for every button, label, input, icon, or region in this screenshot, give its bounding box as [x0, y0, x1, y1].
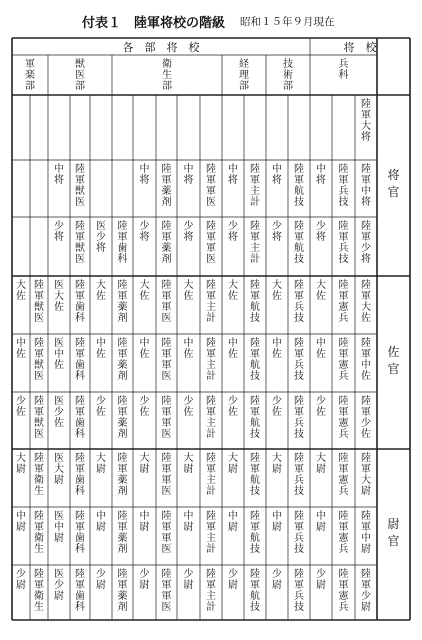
rank-cell-text: 陸 軍 航 技 — [250, 396, 260, 440]
rank-cell — [133, 280, 156, 332]
rank-cell — [244, 569, 266, 618]
rank-cell-text: 少 尉 — [183, 569, 194, 591]
rank-cell — [48, 569, 70, 618]
rank-cell — [332, 569, 355, 618]
rank-cell-text: 陸 軍 軍 医 — [161, 511, 172, 555]
table-date-note: 昭和１５年９月現在 — [240, 16, 335, 28]
rank-cell — [266, 338, 288, 390]
rank-cell-text: 陸 軍 薬 剤 — [161, 221, 172, 265]
rank-cell-text: 陸 軍 憲 兵 — [338, 453, 349, 497]
rank-cell — [222, 511, 244, 563]
rank-cell — [156, 221, 177, 274]
rank-cell — [12, 338, 30, 390]
rank-cell — [355, 511, 377, 563]
header-branch — [266, 59, 310, 95]
rank-cell-text: 大 佐 — [316, 280, 326, 302]
rank-cell-text: 大 佐 — [228, 280, 238, 302]
rank-cell-text: 陸 軍 薬 剤 — [117, 338, 128, 382]
rank-cell — [30, 396, 48, 447]
rank-cell-text: 陸 軍 主 計 — [206, 511, 216, 555]
rank-cell-text: 陸 軍 航 技 — [250, 453, 260, 497]
rank-cell-text: 中 佐 — [228, 338, 238, 360]
rank-cell-text: 少 将 — [183, 221, 194, 243]
rank-cell — [90, 221, 112, 274]
rank-cell — [12, 453, 30, 505]
rank-cell — [133, 164, 156, 215]
rank-cell — [156, 453, 177, 505]
rank-cell — [30, 511, 48, 563]
rank-cell-text: 陸 軍 薬 剤 — [161, 164, 172, 208]
rank-cell — [48, 164, 70, 215]
rank-cell — [288, 280, 310, 332]
rank-cell-text: 陸 軍 獣 医 — [34, 280, 44, 324]
rank-cell-text: 中 佐 — [272, 338, 282, 360]
rank-cell-text: 陸 軍 航 技 — [250, 511, 260, 555]
rank-cell-text: 少 尉 — [139, 569, 150, 591]
rank-cell-text: 陸 軍 歯 科 — [75, 453, 85, 497]
header-branch-text: 技 術 部 — [283, 59, 293, 92]
rank-cell — [112, 569, 133, 618]
rank-cell-text: 中 佐 — [316, 338, 326, 360]
rank-cell-text: 陸 軍 少 佐 — [361, 396, 371, 440]
rank-cell — [177, 453, 200, 505]
rank-cell — [244, 453, 266, 505]
rank-cell-text: 陸 軍 航 技 — [294, 164, 304, 208]
rank-cell-text: 大 尉 — [228, 453, 238, 475]
rank-cell — [133, 221, 156, 274]
rank-cell-text: 中 将 — [272, 164, 282, 186]
rank-cell — [12, 396, 30, 447]
rank-cell — [90, 396, 112, 447]
rank-cell-text: 陸 軍 中 将 — [361, 164, 371, 208]
rank-cell — [156, 569, 177, 618]
rank-cell — [156, 396, 177, 447]
header-branches-group: 各 部 将 校 — [122, 40, 200, 54]
rank-cell — [200, 453, 222, 505]
rank-cell-text: 陸 軍 主 計 — [206, 569, 216, 613]
rank-cell-text: 少 将 — [139, 221, 150, 243]
rank-cell — [200, 511, 222, 563]
rank-cell — [48, 396, 70, 447]
rank-cell — [288, 221, 310, 274]
rank-cell-text: 医 少 尉 — [54, 569, 64, 602]
rank-cell — [90, 569, 112, 618]
rank-cell-text: 少 佐 — [272, 396, 282, 418]
header-line-group: 将 校 — [343, 40, 377, 54]
rank-cell-text: 陸 軍 憲 兵 — [338, 569, 349, 613]
rank-cell-text: 陸 軍 兵 技 — [294, 338, 304, 382]
rank-cell-text: 陸 軍 歯 科 — [75, 569, 85, 613]
rank-cell-text: 大 佐 — [16, 280, 26, 302]
rank-cell — [310, 396, 332, 447]
header-branch-text: 軍 楽 部 — [25, 59, 35, 92]
rank-cell — [70, 569, 90, 618]
rank-cell — [30, 569, 48, 618]
rank-cell — [222, 396, 244, 447]
rank-cell-text: 少 将 — [228, 221, 238, 243]
rank-cell-text: 陸 軍 航 技 — [250, 569, 260, 613]
rank-cell-text: 中 尉 — [96, 511, 106, 533]
rank-cell-text: 少 佐 — [183, 396, 194, 418]
header-branch — [12, 59, 48, 95]
rank-cell — [48, 511, 70, 563]
rank-cell — [244, 221, 266, 274]
rank-cell-text: 医 大 佐 — [54, 280, 64, 313]
rank-cell-text: 大 尉 — [183, 453, 194, 475]
rank-cell-text: 大 佐 — [96, 280, 106, 302]
rank-cell — [332, 511, 355, 563]
rank-cell-text: 少 将 — [54, 221, 64, 243]
rank-cell-text: 陸 軍 主 計 — [206, 453, 216, 497]
rank-cell — [177, 511, 200, 563]
rank-cell — [112, 511, 133, 563]
rank-cell-text: 大 尉 — [96, 453, 106, 475]
rank-cell — [266, 511, 288, 563]
rank-cell — [70, 511, 90, 563]
header-branch — [112, 59, 222, 95]
rank-cell-text: 陸 軍 獣 医 — [34, 396, 44, 440]
rank-cell — [177, 221, 200, 274]
rank-cell-text: 中 尉 — [183, 511, 194, 533]
rank-cell-text: 陸 軍 兵 技 — [294, 569, 304, 613]
rank-cell-text: 陸 軍 中 尉 — [361, 511, 371, 555]
rank-cell-text: 陸 軍 憲 兵 — [338, 511, 349, 555]
rank-cell-text: 少 佐 — [96, 396, 106, 418]
rank-cell-text: 中 尉 — [316, 511, 326, 533]
rank-cell — [288, 338, 310, 390]
rank-cell-text: 陸 軍 憲 兵 — [338, 338, 349, 382]
rank-cell-text: 中 尉 — [228, 511, 238, 533]
rank-cell — [112, 338, 133, 390]
header-line-sub — [310, 59, 377, 95]
rank-cell-text: 大 尉 — [272, 453, 282, 475]
rank-cell-text: 陸 軍 獣 医 — [34, 338, 44, 382]
rank-cell-text: 陸 軍 主 計 — [206, 396, 216, 440]
rank-cell — [266, 280, 288, 332]
rank-cell-text: 陸 軍 航 技 — [294, 221, 304, 265]
rank-cell-text: 医 少 佐 — [54, 396, 64, 429]
rank-cell-text: 陸 軍 歯 科 — [75, 511, 85, 555]
rank-cell — [156, 280, 177, 332]
rank-cell-text: 陸 軍 大 尉 — [361, 453, 371, 497]
rank-cell-text: 陸 軍 薬 剤 — [117, 511, 128, 555]
rank-cell — [30, 280, 48, 332]
rank-cell-text: 陸 軍 薬 剤 — [117, 396, 128, 440]
rank-cell-text: 中 将 — [316, 164, 326, 186]
rank-cell — [355, 221, 377, 274]
table-title: 付表１ 陸軍将校の階級 — [82, 16, 226, 31]
rank-cell-text: 医 中 佐 — [54, 338, 64, 371]
rank-cell-text: 大 尉 — [16, 453, 26, 475]
rank-cell-text: 陸 軍 航 技 — [250, 338, 260, 382]
rank-cell-text: 少 尉 — [96, 569, 106, 591]
rank-cell — [355, 453, 377, 505]
rank-cell — [48, 453, 70, 505]
rank-cell-text: 中 佐 — [139, 338, 150, 360]
rank-cell — [112, 280, 133, 332]
rank-cell — [355, 396, 377, 447]
rank-cell — [288, 164, 310, 215]
rank-cell-text: 陸 軍 軍 医 — [161, 453, 172, 497]
rank-cell — [30, 453, 48, 505]
rank-cell — [244, 338, 266, 390]
rank-cell — [244, 396, 266, 447]
rank-cell — [266, 396, 288, 447]
rank-cell — [156, 164, 177, 215]
rank-cell-text: 陸 軍 衛 生 — [34, 511, 44, 555]
rank-cell — [133, 338, 156, 390]
rank-cell-text: 陸 軍 憲 兵 — [338, 280, 349, 324]
rank-cell — [332, 338, 355, 390]
rank-cell — [244, 280, 266, 332]
rank-cell — [355, 164, 377, 215]
rank-cell-text: 陸 軍 軍 医 — [206, 221, 216, 265]
rank-cell — [112, 396, 133, 447]
side-group-label: 将 官 — [387, 167, 400, 199]
side-group-label: 尉 官 — [387, 516, 400, 548]
rank-cell-text: 陸 軍 獣 医 — [75, 221, 85, 265]
rank-cell — [177, 396, 200, 447]
rank-cell-text: 陸 軍 兵 技 — [338, 221, 349, 265]
rank-cell — [90, 453, 112, 505]
rank-cell-text: 少 尉 — [272, 569, 282, 591]
rank-cell-text: 医 大 尉 — [54, 453, 64, 486]
rank-cell — [90, 511, 112, 563]
rank-cell-text: 陸 軍 軍 医 — [161, 280, 172, 324]
rank-cell-text: 陸 軍 歯 科 — [75, 396, 85, 440]
rank-cell-text: 陸 軍 少 将 — [361, 221, 371, 265]
rank-cell-text: 陸 軍 主 計 — [250, 164, 260, 208]
side-group-label: 佐 官 — [387, 344, 400, 376]
rank-cell-text: 陸 軍 主 計 — [206, 338, 216, 382]
rank-cell-text: 医 中 尉 — [54, 511, 64, 544]
rank-cell — [12, 511, 30, 563]
rank-cell-text: 陸 軍 大 佐 — [361, 280, 371, 324]
rank-cell — [355, 280, 377, 332]
rank-cell — [244, 511, 266, 563]
rank-cell — [48, 280, 70, 332]
rank-cell — [12, 569, 30, 618]
rank-cell-text: 中 佐 — [183, 338, 194, 360]
rank-cell — [12, 280, 30, 332]
rank-cell — [310, 569, 332, 618]
rank-cell — [288, 396, 310, 447]
rank-cell — [288, 511, 310, 563]
header-branch-text: 衛 生 部 — [162, 59, 172, 92]
rank-cell-text: 少 佐 — [228, 396, 238, 418]
rank-cell-text: 陸 軍 衛 生 — [34, 453, 44, 497]
rank-cell — [70, 396, 90, 447]
header-branch-text: 経 理 部 — [239, 59, 249, 92]
rank-cell-text: 陸 軍 中 佐 — [361, 338, 371, 382]
rank-cell — [156, 511, 177, 563]
rank-cell — [200, 164, 222, 215]
rank-cell-text: 中 佐 — [16, 338, 26, 360]
rank-cell — [355, 338, 377, 390]
rank-cell-text: 陸 軍 兵 技 — [294, 280, 304, 324]
rank-cell-text: 少 尉 — [16, 569, 26, 591]
rank-cell-text: 中 佐 — [96, 338, 106, 360]
rank-cell-text: 陸 軍 主 計 — [206, 280, 216, 324]
rank-cell — [200, 280, 222, 332]
rank-cell — [70, 453, 90, 505]
rank-cell — [133, 396, 156, 447]
rank-cell — [70, 338, 90, 390]
rank-cell-text: 陸 軍 兵 技 — [338, 164, 349, 208]
rank-cell-text: 少 佐 — [16, 396, 26, 418]
rank-cell — [133, 511, 156, 563]
rank-cell — [222, 453, 244, 505]
rank-cell — [30, 338, 48, 390]
rank-cell-text: 陸 軍 軍 医 — [206, 164, 216, 208]
rank-cell-text: 陸 軍 軍 医 — [161, 338, 172, 382]
rank-cell-text: 大 尉 — [139, 453, 150, 475]
rank-cell-text: 少 佐 — [316, 396, 326, 418]
rank-cell-text: 少 尉 — [316, 569, 326, 591]
rank-cell — [200, 338, 222, 390]
header-line-sub-text: 兵 科 — [338, 59, 349, 81]
rank-cell — [200, 221, 222, 274]
rank-cell-text: 中 尉 — [16, 511, 26, 533]
rank-cell — [355, 99, 377, 158]
rank-cell-text: 少 尉 — [228, 569, 238, 591]
rank-cell-text: 中 将 — [228, 164, 238, 186]
rank-cell-text: 陸 軍 歯 科 — [75, 338, 85, 382]
rank-cell — [310, 511, 332, 563]
rank-cell — [310, 164, 332, 215]
rank-cell — [332, 164, 355, 215]
rank-cell-text: 大 尉 — [316, 453, 326, 475]
rank-cell — [200, 396, 222, 447]
rank-cell — [90, 338, 112, 390]
rank-cell — [90, 280, 112, 332]
rank-cell — [222, 280, 244, 332]
rank-cell-text: 陸 軍 兵 技 — [294, 453, 304, 497]
rank-cell-text: 中 尉 — [272, 511, 282, 533]
rank-cell-text: 陸 軍 薬 剤 — [117, 453, 128, 497]
rank-cell-text: 陸 軍 獣 医 — [75, 164, 85, 208]
rank-cell-text: 中 将 — [54, 164, 64, 186]
rank-cell-text: 医 少 将 — [96, 221, 106, 254]
rank-cell-text: 陸 軍 薬 剤 — [117, 569, 128, 613]
rank-cell — [222, 221, 244, 274]
rank-cell-text: 陸 軍 大 将 — [361, 99, 371, 143]
header-branch — [222, 59, 266, 95]
rank-cell-text: 大 佐 — [139, 280, 150, 302]
rank-cell — [266, 453, 288, 505]
rank-cell — [200, 569, 222, 618]
rank-cell — [48, 338, 70, 390]
rank-cell-text: 陸 軍 歯 科 — [117, 221, 128, 265]
rank-cell-text: 少 佐 — [139, 396, 150, 418]
rank-cell-text: 大 佐 — [183, 280, 194, 302]
rank-cell-text: 陸 軍 憲 兵 — [338, 396, 349, 440]
rank-cell — [70, 221, 90, 274]
rank-cell — [332, 221, 355, 274]
rank-cell-text: 陸 軍 歯 科 — [75, 280, 85, 324]
rank-cell — [288, 453, 310, 505]
rank-cell — [70, 164, 90, 215]
rank-cell — [332, 453, 355, 505]
rank-cell-text: 中 尉 — [139, 511, 150, 533]
rank-cell — [266, 569, 288, 618]
rank-cell-text: 陸 軍 主 計 — [250, 221, 260, 265]
rank-cell-text: 陸 軍 兵 技 — [294, 511, 304, 555]
rank-cell — [332, 280, 355, 332]
rank-cell-text: 陸 軍 航 技 — [250, 280, 260, 324]
rank-cell-text: 陸 軍 薬 剤 — [117, 280, 128, 324]
header-branch — [48, 59, 112, 95]
rank-cell-text: 中 将 — [183, 164, 194, 186]
rank-cell-text: 陸 軍 衛 生 — [34, 569, 44, 613]
rank-cell-text: 大 佐 — [272, 280, 282, 302]
rank-cell-text: 陸 軍 軍 医 — [161, 396, 172, 440]
rank-cell — [156, 338, 177, 390]
rank-cell — [133, 453, 156, 505]
rank-cell — [177, 280, 200, 332]
rank-cell — [177, 164, 200, 215]
rank-cell — [222, 569, 244, 618]
header-branch-text: 獣 医 部 — [75, 59, 85, 92]
rank-cell — [310, 221, 332, 274]
rank-cell — [48, 221, 70, 274]
rank-cell — [112, 221, 133, 274]
rank-cell — [310, 453, 332, 505]
rank-cell — [355, 569, 377, 618]
rank-cell — [222, 164, 244, 215]
rank-cell — [310, 280, 332, 332]
rank-cell — [177, 338, 200, 390]
rank-cell — [112, 453, 133, 505]
rank-cell-text: 少 将 — [272, 221, 282, 243]
rank-cell-text: 陸 軍 兵 技 — [294, 396, 304, 440]
rank-cell — [177, 569, 200, 618]
rank-cell-text: 陸 軍 軍 医 — [161, 569, 172, 613]
rank-cell-text: 中 将 — [139, 164, 150, 186]
rank-cell — [266, 164, 288, 215]
rank-cell — [70, 280, 90, 332]
rank-cell — [133, 569, 156, 618]
rank-cell — [332, 396, 355, 447]
rank-cell — [244, 164, 266, 215]
rank-cell-text: 陸 軍 少 尉 — [361, 569, 371, 613]
rank-cell — [310, 338, 332, 390]
rank-cell — [266, 221, 288, 274]
rank-cell-text: 少 将 — [316, 221, 326, 243]
rank-cell — [222, 338, 244, 390]
rank-cell — [288, 569, 310, 618]
